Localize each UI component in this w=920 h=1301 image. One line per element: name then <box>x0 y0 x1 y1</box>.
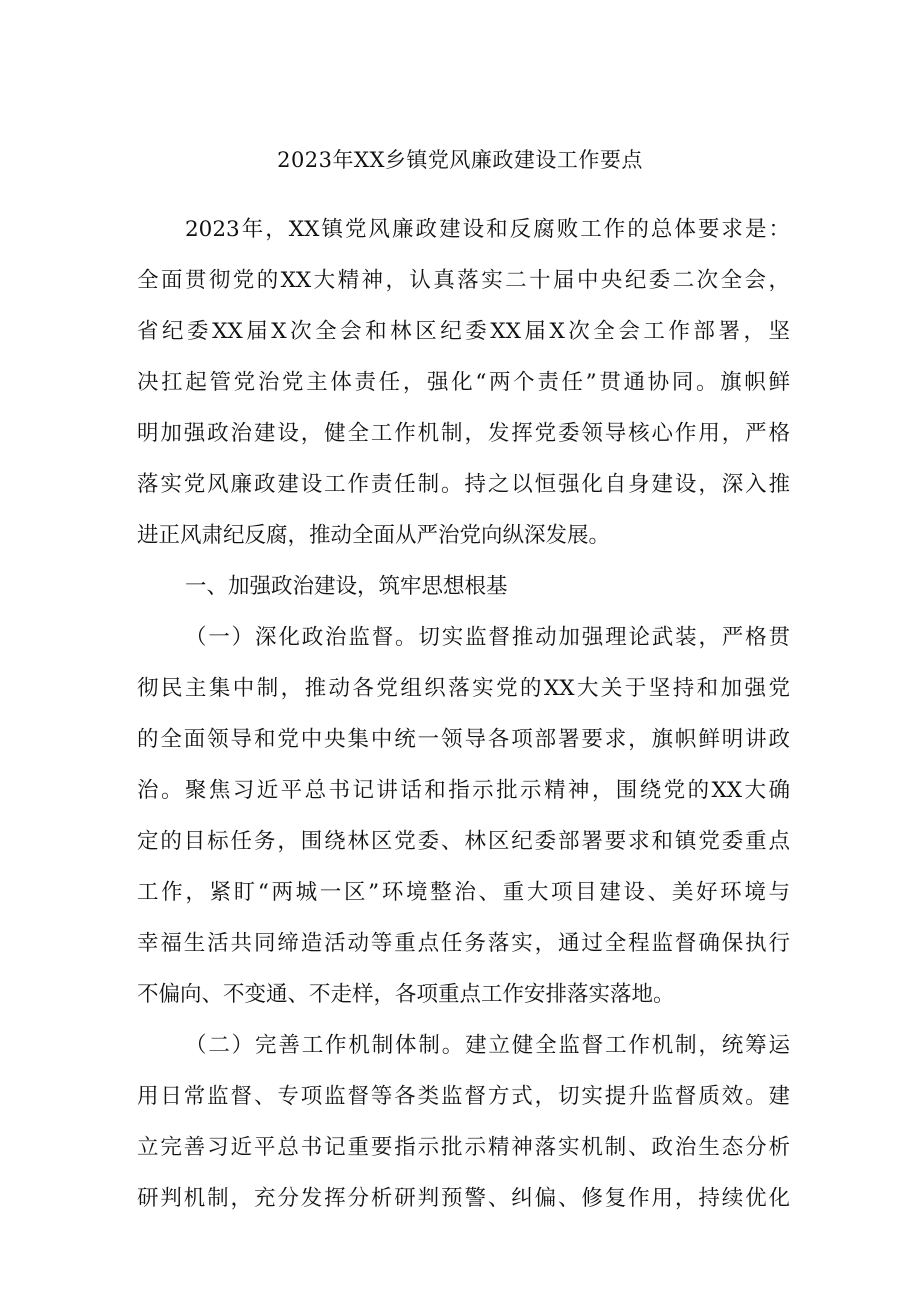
paragraph-line: 用日常监督、专项监督等各类监督方式，切实提升监督质效。建 <box>137 1084 790 1109</box>
paragraph-line: 工作，紧盯“两城一区”环境整治、重大项目建设、美好环境与 <box>137 880 790 905</box>
paragraph-line: 立完善习近平总书记重要指示批示精神落实机制、政治生态分析 <box>137 1135 790 1160</box>
paragraph-line: 不偏向、不变通、不走样，各项重点工作安排落实落地。 <box>137 982 675 1007</box>
paragraph-line: 彻民主集中制，推动各党组织落实党的XX大关于坚持和加强党 <box>137 676 790 701</box>
paragraph-line: 落实党风廉政建设工作责任制。持之以恒强化自身建设，深入推 <box>137 472 790 497</box>
paragraph-line: 省纪委XX届X次全会和林区纪委XX届X次全会工作部署，坚 <box>137 319 790 344</box>
paragraph-line: 全面贯彻党的XX大精神，认真落实二十届中央纪委二次全会， <box>137 268 790 293</box>
paragraph-line: 决扛起管党治党主体责任，强化“两个责任”贯通协同。旗帜鲜 <box>137 370 790 395</box>
paragraph-line: 进正风肃纪反腐，推动全面从严治党向纵深发展。 <box>137 523 611 548</box>
paragraph-line: （一）深化政治监督。切实监督推动加强理论武装，严格贯 <box>185 625 790 650</box>
paragraph-line: 治。聚焦习近平总书记讲话和指示批示精神，围绕党的XX大确 <box>137 778 790 803</box>
document-title: 2023年XX乡镇党风廉政建设工作要点 <box>277 148 643 172</box>
paragraph-line: 幸福生活共同缔造活动等重点任务落实，通过全程监督确保执行 <box>137 931 790 956</box>
paragraph-line: 的全面领导和党中央集中统一领导各项部署要求，旗帜鲜明讲政 <box>137 727 790 752</box>
paragraph-line: 2023年，XX镇党风廉政建设和反腐败工作的总体要求是： <box>185 217 790 242</box>
paragraph-line: 定的目标任务，围绕林区党委、林区纪委部署要求和镇党委重点 <box>137 829 790 854</box>
paragraph-line: 研判机制，充分发挥分析研判预警、纠偏、修复作用，持续优化 <box>137 1186 790 1211</box>
paragraph-line: （二）完善工作机制体制。建立健全监督工作机制，统筹运 <box>185 1033 790 1058</box>
paragraph-line: 明加强政治建设，健全工作机制，发挥党委领导核心作用，严格 <box>137 421 790 446</box>
section-heading: 一、加强政治建设，筑牢思想根基 <box>185 574 508 599</box>
